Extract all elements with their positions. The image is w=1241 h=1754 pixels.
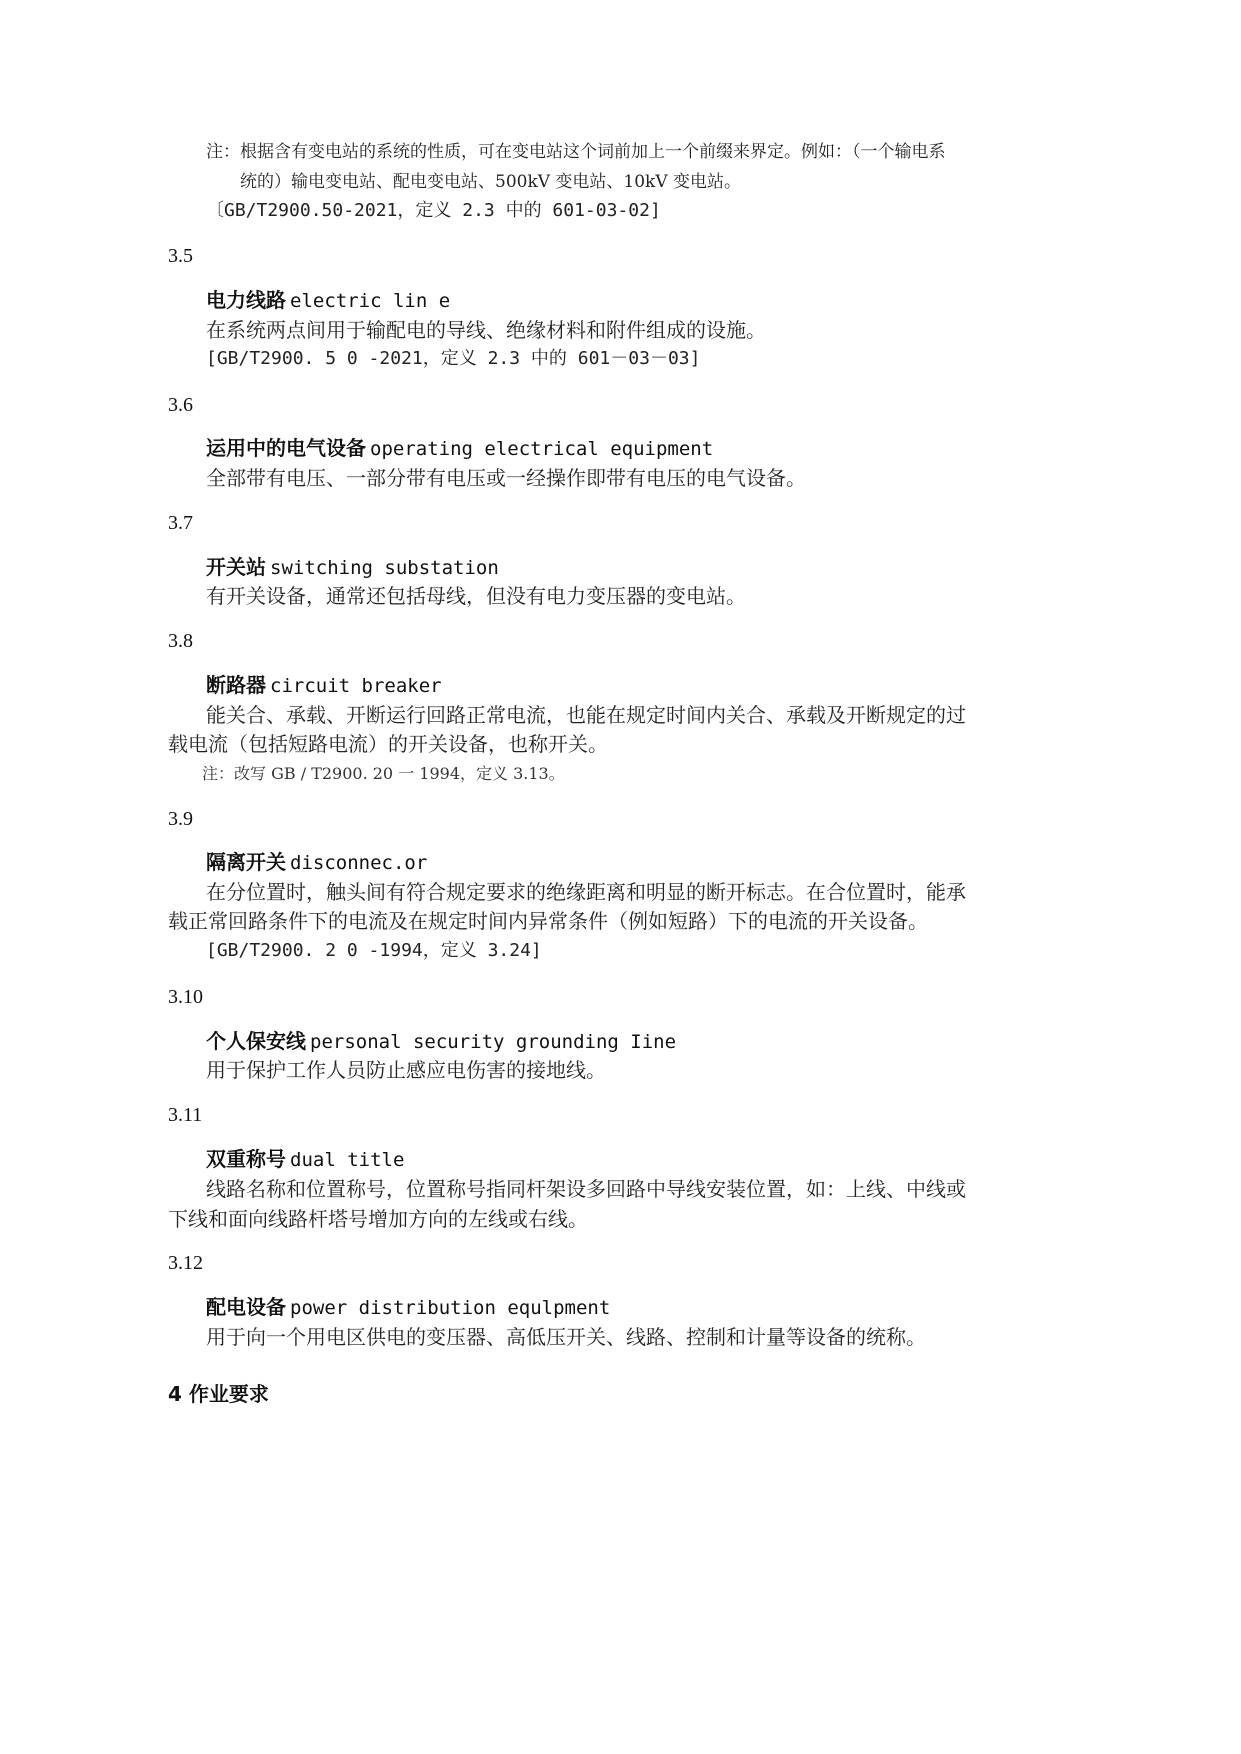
term-en: disconnec.or <box>290 852 428 874</box>
definition-line: 用于保护工作人员防止感应电伤害的接地线。 <box>206 1058 606 1082</box>
term-en: electric lin e <box>290 290 451 312</box>
term-zh: 隔离开关 <box>206 850 286 874</box>
definition-line: 在分位置时，触头间有符合规定要求的绝缘距离和明显的断开标志。在合位置时，能承 <box>206 880 966 904</box>
term-title <box>206 675 442 696</box>
term-title <box>206 290 450 311</box>
term-zh: 个人保安线 <box>206 1029 306 1053</box>
term-title <box>206 557 499 578</box>
definition-line: 能关合、承载、开断运行回路正常电流，也能在规定时间内关合、承载及开断规定的过 <box>206 703 966 727</box>
clause-number: 3.9 <box>168 808 193 830</box>
section-heading: 4 作业要求 <box>168 1382 269 1406</box>
term-zh: 运用中的电气设备 <box>206 436 366 460</box>
clause-number: 3.11 <box>168 1104 203 1126</box>
term-title <box>206 438 713 459</box>
term-title <box>206 1031 676 1052</box>
term-title <box>206 1297 610 1318</box>
term-en: circuit breaker <box>270 675 442 697</box>
definition-line: 全部带有电压、一部分带有电压或一经操作即带有电压的电气设备。 <box>206 466 806 490</box>
term-zh: 电力线路 <box>206 288 286 312</box>
clause-number: 3.5 <box>168 245 193 267</box>
term-en: power distribution equlpment <box>290 1297 611 1319</box>
definition-line: 载正常回路条件下的电流及在规定时间内异常条件（例如短路）下的电流的开关设备。 <box>168 909 928 933</box>
definition-line: 用于向一个用电区供电的变压器、高低压开关、线路、控制和计量等设备的统称。 <box>206 1325 926 1349</box>
note: 注：改写 GB / T2900. 20 一 1994，定义 3.13。 <box>202 764 565 783</box>
definition-line: 线路名称和位置称号，位置称号指同杆架设多回路中导线安装位置，如：上线、中线或 <box>206 1177 966 1201</box>
clause-number: 3.12 <box>168 1252 203 1274</box>
definition-line: 在系统两点间用于输配电的导线、绝缘材料和附件组成的设施。 <box>206 318 766 342</box>
term-zh: 开关站 <box>206 555 266 579</box>
term-en: switching substation <box>270 557 499 579</box>
clause-number: 3.8 <box>168 630 193 652</box>
reference: 〔GB/T2900.50-2021，定义 2.3 中的 601-03-02] <box>206 200 661 221</box>
definition-line: 载电流（包括短路电流）的开关设备，也称开关。 <box>168 732 608 756</box>
clause-number: 3.10 <box>168 986 203 1008</box>
term-title <box>206 852 427 873</box>
note-line: 统的）输电变电站、配电变电站、500kV 变电站、10kV 变电站。 <box>240 172 742 192</box>
definition-line: 有开关设备，通常还包括母线，但没有电力变压器的变电站。 <box>206 584 746 608</box>
reference: [GB/T2900. 5 0 -2021，定义 2.3 中的 601－03－03] <box>206 348 701 369</box>
definition-line: 下线和面向线路杆塔号增加方向的左线或右线。 <box>168 1207 588 1231</box>
note-line: 注：根据含有变电站的系统的性质，可在变电站这个词前加上一个前缀来界定。例如：（一个输电系 <box>206 142 946 162</box>
term-en: dual title <box>290 1149 405 1171</box>
reference: [GB/T2900. 2 0 -1994，定义 3.24] <box>206 940 542 961</box>
term-zh: 断路器 <box>206 673 266 697</box>
term-en: operating electrical equipment <box>370 438 714 460</box>
term-en: personal security grounding Iine <box>310 1031 677 1053</box>
clause-number: 3.6 <box>168 394 193 416</box>
term-zh: 双重称号 <box>206 1147 286 1171</box>
term-title <box>206 1149 404 1170</box>
term-zh: 配电设备 <box>206 1295 286 1319</box>
clause-number: 3.7 <box>168 512 193 534</box>
